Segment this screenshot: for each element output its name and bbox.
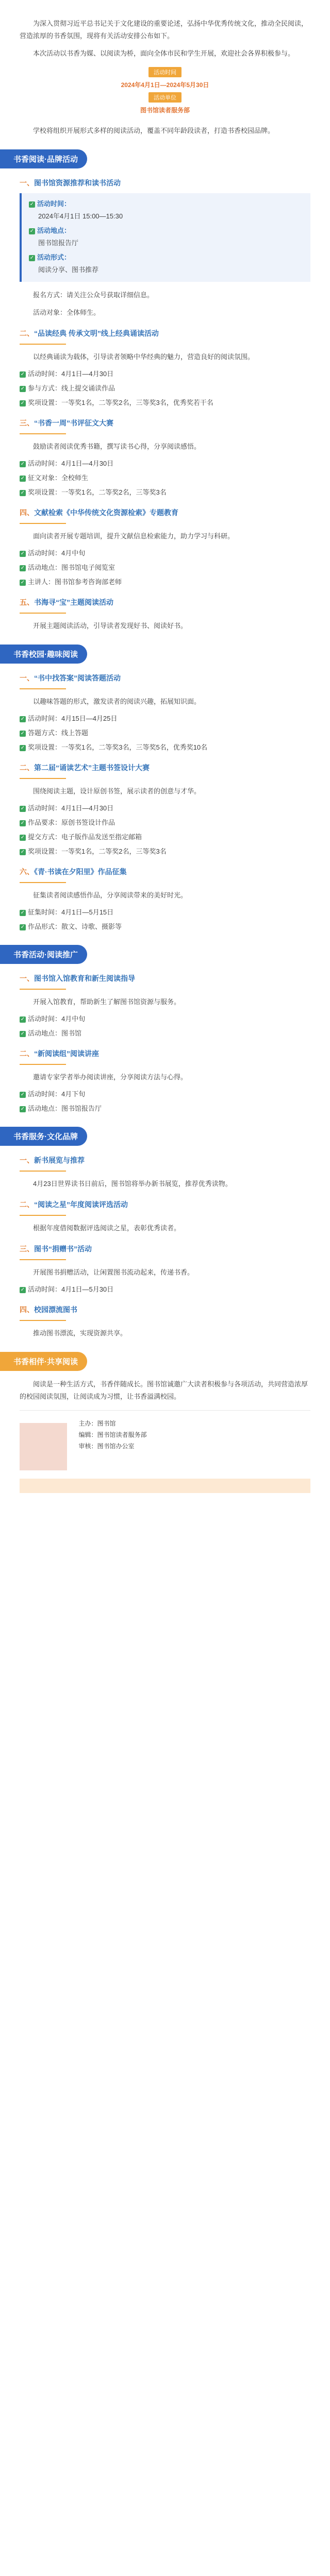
section1-tag: 书香阅读·品牌活动 xyxy=(0,149,87,168)
bullet-row: ✓ 活动时间：4月中旬 xyxy=(20,1015,86,1023)
s1-sub2-text: 以经典诵读为载体，引导读者领略中华经典的魅力，营造良好的阅读氛围。 xyxy=(33,353,255,361)
divider-bar xyxy=(20,778,66,779)
footer-line: 主办：图书馆 xyxy=(78,1420,116,1427)
divider-bar xyxy=(20,1215,66,1216)
check-icon: ✓ xyxy=(20,1016,25,1022)
card-row: ✓ 活动地点： xyxy=(29,227,71,234)
s4-sub1-text: 4月23日世界读书日前后，图书馆将举办新书展览，推荐优秀读物。 xyxy=(33,1180,232,1188)
bullet-row: ✓ 奖项设置：一等奖1名，二等奖3名，三等奖5名，优秀奖10名 xyxy=(20,743,208,751)
check-icon: ✓ xyxy=(20,475,25,481)
s4-sub3-text: 开展图书捐赠活动，让闲置图书流动起来，传递书香。 xyxy=(33,1268,194,1276)
bullet-row: ✓ 征文对象：全校师生 xyxy=(20,474,89,482)
divider-bar xyxy=(20,613,66,614)
check-icon: ✓ xyxy=(20,744,25,751)
check-icon: ✓ xyxy=(29,228,35,234)
bullet-row: ✓ 活动时间：4月1日—4月30日 xyxy=(20,804,114,812)
intro-paragraph-2: 本次活动以书香为媒、以阅读为桥，面向全体市民和学生开展，欢迎社会各界积极参与。 xyxy=(33,49,295,57)
check-icon: ✓ xyxy=(20,400,25,406)
bullet-row: ✓ 活动地点：图书馆报告厅 xyxy=(20,1105,102,1112)
check-icon: ✓ xyxy=(20,924,25,930)
check-icon: ✓ xyxy=(20,1106,25,1112)
host-label: 活动单位 xyxy=(148,92,182,103)
bullet-row: ✓ 活动时间：4月1日—5月30日 xyxy=(20,1285,114,1293)
footer-meta xyxy=(78,1418,146,1452)
divider-bar xyxy=(20,989,66,990)
s1-sub3: 三、“书香一周”书评征文大赛 xyxy=(20,419,113,427)
footer-line: 编辑：图书馆读者服务部 xyxy=(78,1431,147,1438)
s1-sub5: 五、书海寻“宝”主题阅读活动 xyxy=(20,598,113,606)
section1-intro: 学校将组织开展形式多样的阅读活动，覆盖不同年龄段读者，打造书香校园品牌。 xyxy=(33,127,275,134)
card-row: 2024年4月1日 15:00—15:30 xyxy=(38,212,123,220)
section2-header xyxy=(0,645,330,664)
s1-sub2: 二、“品读经典 传承文明”线上经典诵读活动 xyxy=(20,329,159,337)
check-icon: ✓ xyxy=(20,1091,25,1097)
s4-sub4-text: 推动图书漂流，实现资源共享。 xyxy=(33,1329,127,1337)
check-icon: ✓ xyxy=(20,579,25,585)
bullet-row: ✓ 奖项设置：一等奖1名，二等奖2名，三等奖3名 xyxy=(20,848,167,855)
s1-sub1-card xyxy=(20,193,310,282)
divider-bar xyxy=(20,433,66,434)
section1-header xyxy=(0,149,330,168)
s4-sub4: 四、校园漂流图书 xyxy=(20,1306,77,1314)
bullet-row: ✓ 主讲人：图书馆参考咨询部老师 xyxy=(20,578,122,586)
card-row: 阅读分享、图书推荐 xyxy=(38,266,99,274)
check-icon: ✓ xyxy=(29,201,35,207)
bullet-row: ✓ 征集时间：4月1日—5月15日 xyxy=(20,908,114,916)
bullet-row: ✓ 活动地点：图书馆 xyxy=(20,1029,82,1037)
s2-sub2: 二、第二届“诵读艺术”主题书签设计大赛 xyxy=(20,764,150,772)
bullet-row: ✓ 提交方式：电子版作品发送至指定邮箱 xyxy=(20,833,142,841)
s3-sub2: 二、“新阅读组”阅读讲座 xyxy=(20,1049,99,1058)
check-icon: ✓ xyxy=(20,909,25,916)
bullet-row: ✓ 活动时间：4月下旬 xyxy=(20,1090,86,1098)
divider-bar xyxy=(20,344,66,345)
check-icon: ✓ xyxy=(20,805,25,811)
footer-line: 审核：图书馆办公室 xyxy=(78,1443,135,1450)
card-row: ✓ 活动时间： xyxy=(29,200,71,208)
divider-bar xyxy=(20,523,66,524)
card-row: 图书馆报告厅 xyxy=(38,239,79,247)
check-icon: ✓ xyxy=(20,385,25,392)
bullet-row: ✓ 活动时间：4月1日—4月30日 xyxy=(20,460,114,467)
check-icon: ✓ xyxy=(20,371,25,377)
date-block xyxy=(0,67,330,114)
note-1: 报名方式：请关注公众号获取详细信息。 xyxy=(33,291,154,299)
s3-sub1-text: 开展入馆教育，帮助新生了解图书馆资源与服务。 xyxy=(33,998,181,1006)
divider-bar xyxy=(20,1171,66,1172)
bullet-row: ✓ 作品要求：原创书签设计作品 xyxy=(20,819,116,826)
bullet-row: ✓ 活动时间：4月中旬 xyxy=(20,549,86,557)
s2-sub1: 一、“书中找答案”阅读答题活动 xyxy=(20,674,121,682)
s2-sub3: 六、《青·书读在夕阳里》作品征集 xyxy=(20,868,127,876)
bullet-row: ✓ 活动时间：4月15日—4月25日 xyxy=(20,715,118,722)
check-icon: ✓ xyxy=(29,255,35,261)
check-icon: ✓ xyxy=(20,730,25,736)
open-label: 活动时间 xyxy=(148,67,182,77)
top-spacer xyxy=(0,0,330,18)
section4-tag: 书香服务·文化品牌 xyxy=(0,1127,87,1146)
check-icon: ✓ xyxy=(20,1030,25,1037)
s4-sub2: 二、“阅读之星”年度阅读评选活动 xyxy=(20,1200,128,1209)
check-icon: ✓ xyxy=(20,565,25,571)
bullet-row: ✓ 活动地点：图书馆电子阅览室 xyxy=(20,564,116,571)
check-icon: ✓ xyxy=(20,820,25,826)
bullet-row: ✓ 奖项设置：一等奖1名，二等奖2名，三等奖3名 xyxy=(20,488,167,496)
s5-text: 阅读是一种生活方式，书香伴随成长。图书馆诚邀广大读者积极参与各项活动，共同营造浓厚的校园阅读氛围，让阅读成为习惯，让书香溢满校园。 xyxy=(20,1380,308,1400)
s4-sub1: 一、新书展览与推荐 xyxy=(20,1156,85,1164)
check-icon: ✓ xyxy=(20,834,25,840)
section4-header xyxy=(0,1127,330,1146)
section5-header xyxy=(0,1352,330,1371)
check-icon: ✓ xyxy=(20,716,25,722)
s1-sub1: 一、图书馆资源推荐和读书活动 xyxy=(20,179,121,187)
spacer xyxy=(0,117,330,125)
intro-paragraph-1: 为深入贯彻习近平总书记关于文化建设的重要论述，弘扬中华优秀传统文化，推动全民阅读，营造浓厚的书香氛围，现将有关活动安排公布如下。 xyxy=(20,20,308,40)
section3-header xyxy=(0,945,330,964)
bullet-row: ✓ 答题方式：线上答题 xyxy=(20,729,89,737)
bullet-row: ✓ 参与方式：线上提交诵读作品 xyxy=(20,384,116,392)
s3-sub2-text: 邀请专家学者举办阅读讲座，分享阅读方法与心得。 xyxy=(33,1073,188,1081)
s1-sub5-text: 开展主题阅读活动，引导读者发现好书、阅读好书。 xyxy=(33,622,188,630)
s1-sub3-text: 鼓励读者阅读优秀书籍，撰写读书心得，分享阅读感悟。 xyxy=(33,443,201,450)
s4-sub3: 三、图书“捐赠书”活动 xyxy=(20,1245,92,1253)
check-icon: ✓ xyxy=(20,550,25,556)
section2-tag: 书香校园·趣味阅读 xyxy=(0,645,87,664)
divider-bar xyxy=(20,1259,66,1260)
footer-divider xyxy=(20,1410,310,1411)
check-icon: ✓ xyxy=(20,849,25,855)
bullet-row: ✓ 作品形式：散文、诗歌、摄影等 xyxy=(20,923,122,930)
divider-bar xyxy=(20,1064,66,1065)
s3-sub1: 一、图书馆入馆教育和新生阅读指导 xyxy=(20,974,135,982)
divider-bar xyxy=(20,1320,66,1321)
card-row: ✓ 活动形式： xyxy=(29,253,71,261)
s2-sub2-text: 围绕阅读主题，设计原创书签，展示读者的创意与才华。 xyxy=(33,787,201,795)
s2-sub1-text: 以趣味答题的形式，激发读者的阅读兴趣，拓展知识面。 xyxy=(33,698,201,705)
qr-code-icon xyxy=(20,1423,67,1470)
end-decoration xyxy=(20,1479,310,1493)
divider-bar xyxy=(20,882,66,883)
check-icon: ✓ xyxy=(20,461,25,467)
section5-tag: 书香相伴·共享阅读 xyxy=(0,1352,87,1371)
s4-sub2-text: 根据年度借阅数据评选阅读之星，表彰优秀读者。 xyxy=(33,1224,181,1232)
s2-sub3-text: 征集读者阅读感悟作品，分享阅读带来的美好时光。 xyxy=(33,891,188,899)
section3-tag: 书香活动·阅读推广 xyxy=(0,945,87,964)
host-name: 图书馆读者服务部 xyxy=(140,107,190,114)
footer xyxy=(0,1418,330,1470)
check-icon: ✓ xyxy=(20,1286,25,1293)
bullet-row: ✓ 活动时间：4月1日—4月30日 xyxy=(20,370,114,378)
note-2: 活动对象：全体师生。 xyxy=(33,309,101,316)
bullet-row: ✓ 奖项设置：一等奖1名，二等奖2名，三等奖3名，优秀奖若干名 xyxy=(20,399,213,406)
s1-sub4-text: 面向读者开展专题培训，提升文献信息检索能力，助力学习与科研。 xyxy=(33,532,235,540)
date-range: 2024年4月1日—2024年5月30日 xyxy=(121,81,209,89)
s1-sub4: 四、文献检索《中华传统文化资源检索》专题教育 xyxy=(20,509,178,517)
check-icon: ✓ xyxy=(20,489,25,496)
divider-bar xyxy=(20,688,66,689)
